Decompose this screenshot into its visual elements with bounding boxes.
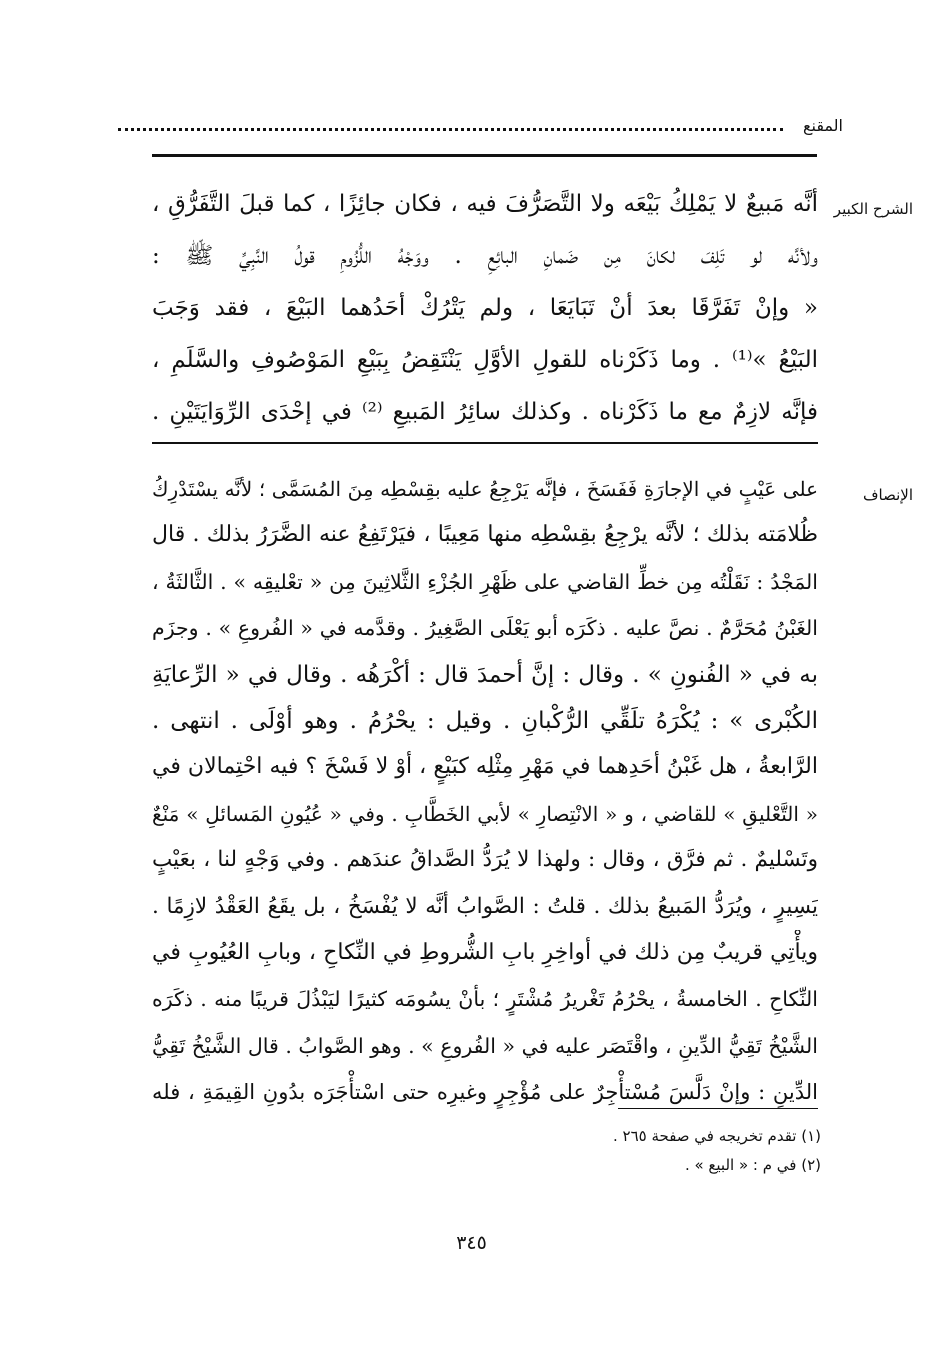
text-line: أنَّه مَبيعٌ لا يَمْلِكُ بَيْعَه ولا التَّصَرُّفَ فيه ، فكان جائِزًا ، كما قبلَ التَّفَرُّقِ ، (152, 191, 818, 217)
dotted-leader (118, 128, 783, 131)
text-line: الكُبْرى » : يُكْرَهُ تلَقِّي الرُّكْبانِ . وقيل : يحْرُمُ . وهو أوْلَى . انتهى . (152, 707, 818, 734)
text-line: وتَسْليمٌ . ثم فرَّق ، وقال : ولهذا لا يُرَدُّ الصَّداقُ عندَهم . وفي وَجْهٍ لنا ، بعَيْبٍ (152, 847, 818, 873)
sharh-text (152, 178, 818, 438)
text-line: الشَّيْخُ تَقِيُّ الدِّينِ ، واقْتَصَر عليه في « الفُروعِ » . وهو الصَّوابُ . قال الشَّيْخُ تَقِيُّ (152, 1033, 818, 1058)
book-title: المقنع (802, 116, 843, 135)
header-rule (152, 154, 817, 157)
text-line: المَجْدُ : نَقَلْتُه مِن خطِّ القاضي على ظَهْرِ الجُزْءِ الثَّلاثِينَ مِن « تعْليقِه » . الثَّالثَةُ ، (152, 569, 818, 594)
text-line: البَيْعُ »⁽¹⁾ . وما ذَكَرْناه للقولِ الأوَّلِ يَنْتَقِضُ بِبَيْعِ المَوْصُوفِ والسَّلَمِ ، (152, 347, 818, 373)
footnote: (١) تقدم تخريجه في صفحة ٢٦٥ . (612, 1127, 821, 1145)
footnote-rule (618, 1108, 818, 1109)
text-line: الدِّينِ : وإنْ دَلَّسَ مُسْتأْجِرٌ على مُؤْجِرٍ وغيرِه حتى اسْتأْجَرَه بدُونِ القِيمَةِ ، فله (152, 1080, 818, 1105)
text-line: يَسِيرٍ ، ويُرَدُّ المَبيعُ بذلك . قلتُ : الصَّوابُ أنَّه لا يُفْسَخُ ، بل يقَعُ العَقْدُ لازِمًا . (152, 893, 818, 919)
running-head (118, 112, 843, 142)
text-line: « وإنْ تَفَرَّقَا بعدَ أنْ تَبَايَعَا ، ولم يَتْرُكْ أحَدُهما البَيْعَ ، فقد وَجَبَ (152, 295, 818, 321)
footnote: (٢) في م : « البيع » . (684, 1156, 821, 1174)
text-line: النِّكاحِ . الخامسةُ ، يحْرُمُ تَغْريرُ مُشْتَرٍ ؛ بأنْ يسُومَه كثيرًا ليَبْذُلَ قريبًا منه . ذكَرَه (152, 987, 818, 1012)
footnotes (321, 1122, 821, 1180)
page-number: ٣٤٥ (456, 1232, 487, 1254)
text-line: فإنَّه لازِمٌ مع ما ذَكَرْناه . وكذلك سائِرُ المَبيعِ ⁽²⁾ في إحْدَى الرِّوَايَتَيْنِ . (152, 399, 818, 425)
text-line: ولأنَّه لو تَلِفَ لكانَ مِن ضَمانِ البائِعِ . ووَجْهُ اللُّزُومِ قولُ النَّبِيِّ ﷺ : (152, 243, 818, 269)
sharh-label: الشرح الكبير (833, 200, 913, 218)
insaf-text (152, 466, 818, 1115)
text-line: به في « الفُنونِ » . وقال : إنَّ أحمدَ قال : أكْرَهُه . وقال في « الرِّعايَةِ (152, 661, 818, 688)
insaf-label: الإنصاف (862, 486, 913, 504)
section-divider (152, 442, 818, 444)
text-line: ويأْتِي قريبٌ مِن ذلك في أواخِرِ بابِ الشُّروطِ في النِّكاحِ ، وبابِ العُيُوبِ في (152, 939, 818, 965)
text-line: « التَّعْليقِ » للقاضي ، و « الانْتِصارِ » لأبي الخَطَّابِ . وفي « عُيُونِ المَسائلِ » مَنْعٌ (152, 801, 818, 826)
text-line: الرَّابعةُ ، هل غَبْنُ أحَدِهما في مَهْرِ مِثْلِه كبَيْعٍ ، أوْ لا فَسْخَ ؟ فيه احْتِمالان في (152, 754, 818, 780)
text-line: ظُلامَته بذلك ؛ لأنَّه يرْجِعُ بقِسْطِه منها مَعِيبًا ، فيَرْتَفِعُ عنه الضَّرَرُ بذلك . قال (152, 522, 818, 548)
text-line: على عَيْبٍ في الإجارَةِ فَفَسَخَ ، فإنَّه يَرْجِعُ عليه بقِسْطِه مِنَ المُسَمَّى ؛ لأنَّه يسْتَدْرِكُ (152, 477, 818, 501)
text-line: الغَبْنُ مُحَرَّمٌ . نصَّ عليه . ذكَرَه أبو يَعْلَى الصَّغِيرُ . وقدَّمه في « الفُروعِ » . وجزَم (152, 616, 818, 641)
